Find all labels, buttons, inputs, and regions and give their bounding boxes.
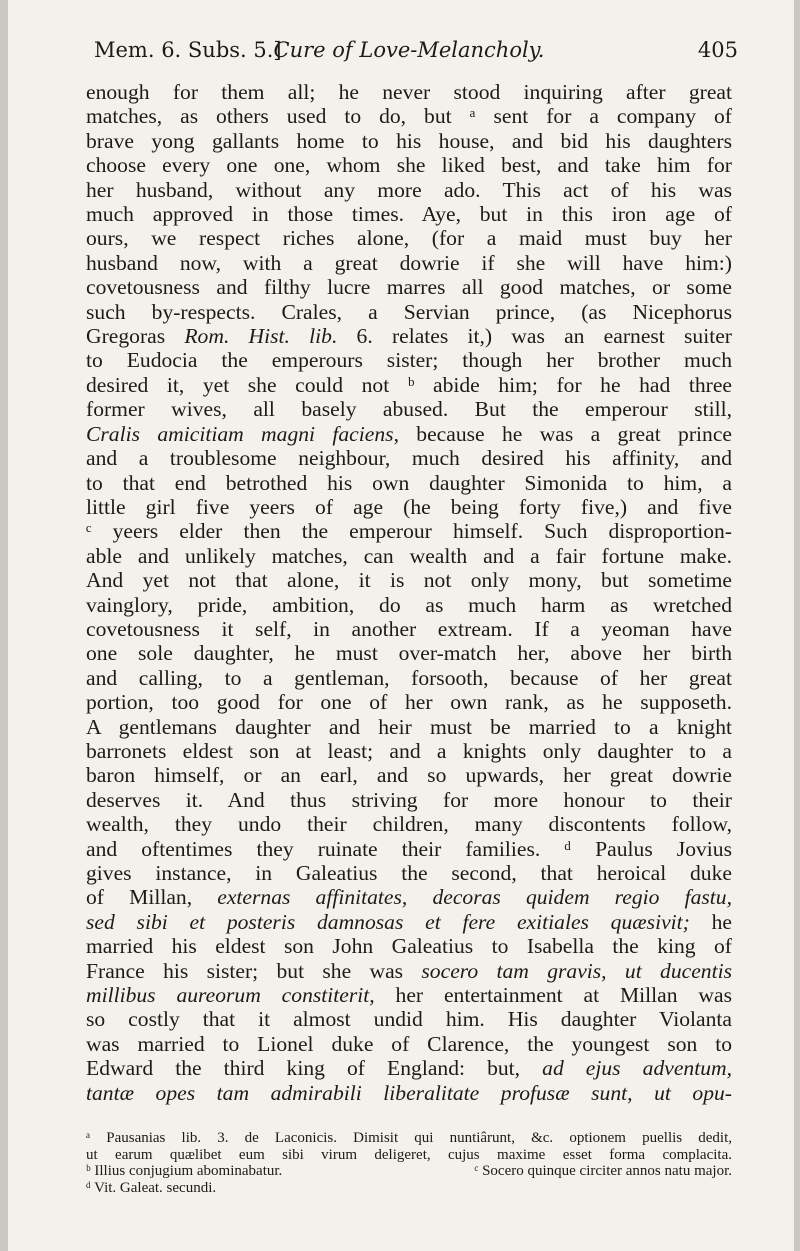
text-line: France his sister; but she was socero tam gravis, ut ducentis — [86, 958, 732, 983]
text-line: to Eudocia the emperours sister; though her brother much — [86, 348, 732, 373]
text-line: vainglory, pride, ambition, do as much harm as wretched — [86, 592, 732, 617]
text-line: ours, we respect riches alone, (for a maid must buy her — [86, 226, 732, 251]
text-line: covetousness it self, in another extream. If a yeoman have — [86, 616, 732, 641]
footnote-c: ᶜ Socero quinque circiter annos natu major. — [474, 1163, 732, 1180]
text-line: millibus aureorum constiterit, her entertainment at Millan was — [86, 983, 732, 1008]
text-line: such by-respects. Crales, a Servian prince, (as Nicephorus — [86, 299, 732, 324]
text-line: A gentlemans daughter and heir must be married to a knight — [86, 714, 732, 739]
footnote-b: ᵇ Illius conjugium abominabatur. — [86, 1163, 283, 1180]
text-line: former wives, all basely abused. But the emperour still, — [86, 397, 732, 422]
text-line: was married to Lionel duke of Clarence, the youngest son to — [86, 1031, 732, 1056]
text-line: covetousness and filthy lucre marres all good matches, or some — [86, 275, 732, 300]
text-line: ᶜ yeers elder then the emperour himself. Such disproportion- — [86, 519, 732, 544]
text-line: choose every one one, whom she liked best, and take him for — [86, 153, 732, 178]
text-line: to that end betrothed his own daughter Simonida to him, a — [86, 470, 732, 495]
text-line: deserves it. And thus striving for more honour to their — [86, 787, 732, 812]
text-line: of Millan, externas affinitates, decoras quidem regio fastu, — [86, 885, 732, 910]
text-line: and a troublesome neighbour, much desired his affinity, and — [86, 446, 732, 471]
text-line: able and unlikely matches, can wealth and a fair fortune make. — [86, 543, 732, 568]
page-title: Cure of Love-Melancholy. — [273, 38, 545, 62]
text-line: Gregoras Rom. Hist. lib. 6. relates it,) was an earnest suiter — [86, 324, 732, 349]
text-line: her husband, without any more ado. This act of his was — [86, 177, 732, 202]
text-line: one sole daughter, he must over-match her, above her birth — [86, 641, 732, 666]
text-line: brave yong gallants home to his house, and bid his daughters — [86, 128, 732, 153]
footnotes — [86, 1130, 732, 1196]
text-line: so costly that it almost undid him. His daughter Violanta — [86, 1007, 732, 1032]
text-line: and calling, to a gentleman, forsooth, because of her great — [86, 665, 732, 690]
text-line: tantæ opes tam admirabili liberalitate profusæ sunt, ut opu- — [86, 1080, 732, 1105]
text-line: enough for them all; he never stood inquiring after great — [86, 80, 732, 104]
running-head — [86, 30, 738, 70]
text-line: desired it, yet she could not ᵇ abide him; for he had three — [86, 372, 732, 397]
page-number: 405 — [697, 38, 738, 62]
footnote-a-line-1: ᵃ Pausanias lib. 3. de Laconicis. Dimisit qui nuntiârunt, &c. optionem puellis dedit, — [86, 1130, 732, 1146]
body-text — [86, 80, 732, 1105]
text-line: And yet not that alone, it is not only mony, but sometime — [86, 568, 732, 593]
book-page — [8, 0, 794, 1251]
footnote-d: ᵈ Vit. Galeat. secundi. — [86, 1179, 217, 1196]
text-line: husband now, with a great dowrie if she will have him:) — [86, 250, 732, 275]
text-line: baron himself, or an earl, and so upwards, her great dowrie — [86, 763, 732, 788]
text-line: gives instance, in Galeatius the second, that heroical duke — [86, 861, 732, 885]
text-line: matches, as others used to do, but ᵃ sent for a company of — [86, 104, 732, 129]
text-line: much approved in those times. Aye, but in this iron age of — [86, 202, 732, 227]
text-line: married his eldest son John Galeatius to Isabella the king of — [86, 934, 732, 959]
text-line: Edward the third king of England: but, ad ejus adventum, — [86, 1056, 732, 1081]
text-line: sed sibi et posteris damnosas et fere exitiales quæsivit; he — [86, 909, 732, 934]
section-reference: Mem. 6. Subs. 5.] — [94, 38, 282, 62]
footnote-a-line-2: ut earum quælibet eum sibi virum deligeret, cujus maxime esset forma complacita. — [86, 1146, 732, 1163]
text-line: portion, too good for one of her own rank, as he supposeth. — [86, 690, 732, 715]
text-line: barronets eldest son at least; and a knights only daughter to a — [86, 738, 732, 763]
text-line: and oftentimes they ruinate their families. ᵈ Paulus Jovius — [86, 836, 732, 861]
text-line: little girl five yeers of age (he being forty five,) and five — [86, 494, 732, 519]
text-line: wealth, they undo their children, many discontents follow, — [86, 812, 732, 837]
text-line: Cralis amicitiam magni faciens, because he was a great prince — [86, 421, 732, 446]
